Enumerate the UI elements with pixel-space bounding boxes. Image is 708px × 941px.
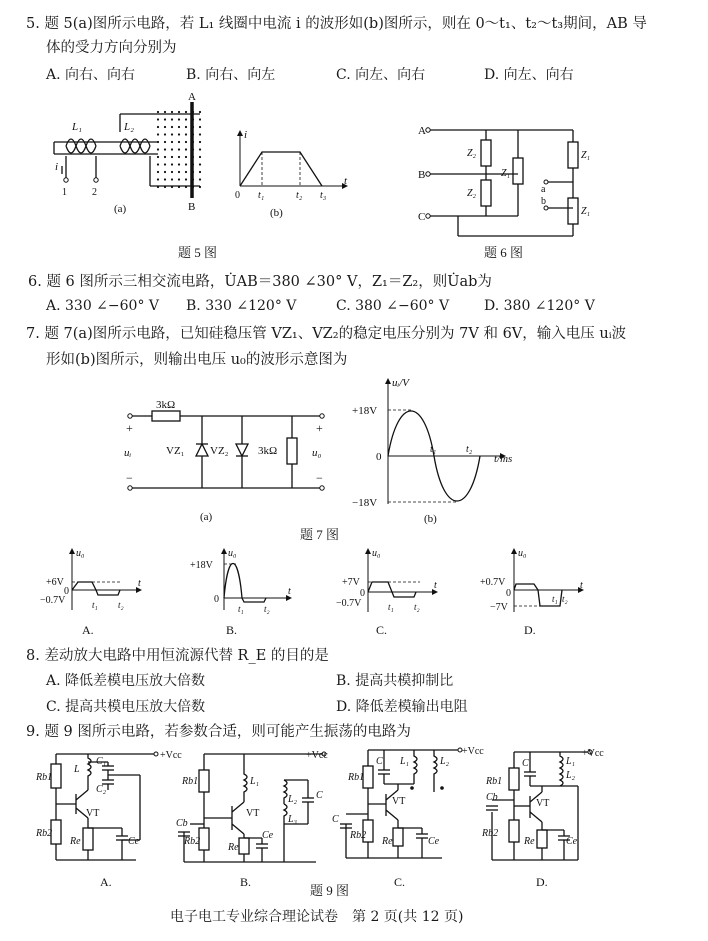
q5-figure-a <box>40 91 230 224</box>
field-dot <box>199 141 201 143</box>
q9c-c: C <box>376 756 383 767</box>
field-dot <box>171 186 173 188</box>
field-dot <box>171 133 173 135</box>
q7a-plus-in: + <box>126 421 133 435</box>
q7b-caption: (b) <box>424 513 437 525</box>
q7-choice-d-zero: 0 <box>506 588 511 599</box>
q9b-re: Re <box>228 842 239 853</box>
q7a-load-label: 3kΩ <box>258 445 278 457</box>
field-dot <box>185 148 187 150</box>
field-dot <box>178 133 180 135</box>
q5-option-a: A. 向右、向右 <box>46 67 136 83</box>
q7-figure-b <box>350 376 520 526</box>
q7-choice-a-zero: 0 <box>64 586 69 597</box>
q6-label-z1-top: Z₁ <box>581 150 591 161</box>
field-dot <box>157 156 159 158</box>
q9d-cb: Cb <box>486 792 498 803</box>
q7b-xlabel: t/ms <box>494 453 513 465</box>
field-dot <box>171 156 173 158</box>
q7a-minus-in: − <box>126 471 133 485</box>
q9d-re: Re <box>524 836 535 847</box>
field-dot <box>164 141 166 143</box>
q9b-c: C <box>316 790 323 801</box>
q7b-origin: 0 <box>376 451 382 463</box>
q5b-t2: t₂ <box>296 190 303 201</box>
q7-choice-c-bottom: −0.7V <box>336 598 362 609</box>
field-dot <box>178 118 180 120</box>
q7-choice-a-label: A. <box>82 623 94 637</box>
field-dot <box>164 148 166 150</box>
q6-label-z2-top: Z₂ <box>467 148 477 159</box>
q9-circuit-d <box>478 740 606 890</box>
q9b-ce: Ce <box>262 830 274 841</box>
q7d-choice-ylabel: u₀ <box>518 548 527 559</box>
field-dot <box>157 141 159 143</box>
q6-label-b: b <box>541 196 546 207</box>
q6-option-a: A. 330 ∠−60° V <box>46 298 160 314</box>
q9c-vcc: +Vcc <box>462 746 484 757</box>
q7-choice-d-label: D. <box>524 623 536 637</box>
field-dot <box>185 163 187 165</box>
q7-choice-c-label: C. <box>376 623 388 637</box>
q5b-caption: (b) <box>270 207 283 219</box>
q7-choice-a-t1: t₁ <box>92 600 98 610</box>
q9-circuit-a <box>36 740 186 890</box>
q9d-l1: L₁ <box>566 756 576 767</box>
field-dot <box>185 186 187 188</box>
field-dot <box>171 171 173 173</box>
q6-option-b: B. 330 ∠120° V <box>186 298 297 314</box>
q9d-label: D. <box>536 875 548 889</box>
field-dot <box>185 126 187 128</box>
field-dot <box>164 111 166 113</box>
q9a-label: A. <box>100 875 112 889</box>
field-dot <box>157 133 159 135</box>
page-footer: 电子电工专业综合理论试卷 第 2 页(共 12 页) <box>170 909 464 925</box>
field-dot <box>171 178 173 180</box>
q9a-ce: Ce <box>128 836 140 847</box>
q5-figure-caption: 题 5 图 <box>178 245 218 260</box>
field-dot <box>199 133 201 135</box>
q7-choice-a-t: t <box>138 578 141 589</box>
q7-choice-c-t1: t₁ <box>388 602 394 612</box>
field-dot <box>178 178 180 180</box>
q9b-rb1: Rb1 <box>182 776 199 787</box>
q9b-label: B. <box>240 875 252 889</box>
q7a-minus-out: − <box>316 471 323 485</box>
q5a-label-L1: L₁ <box>72 121 82 133</box>
q7b-choice-ylabel: u₀ <box>228 548 237 559</box>
q6-label-a: a <box>541 184 546 195</box>
q7a-resistor-label: 3kΩ <box>156 399 176 411</box>
field-dot <box>171 148 173 150</box>
q7-choice-b-t1: t₁ <box>238 604 244 614</box>
q7-figure-caption: 题 7 图 <box>300 527 340 542</box>
q9c-re: Re <box>382 836 393 847</box>
q9c-vt: VT <box>392 796 406 807</box>
q9d-vcc: +Vcc <box>582 748 604 759</box>
q7-stem-line2: 形如(b)图所示，则输出电压 u₀的波形示意图为 <box>46 352 348 368</box>
q9b-l1: L₁ <box>250 776 260 787</box>
q5a-label-i: i <box>55 161 59 173</box>
field-dot <box>157 171 159 173</box>
q5-option-b: B. 向右、向左 <box>186 67 276 83</box>
q5-option-c: C. 向左、向右 <box>336 67 426 83</box>
q9c-ce: Ce <box>428 836 440 847</box>
q7-choice-d <box>476 546 588 638</box>
q7-choice-c-t2: t₂ <box>414 602 420 612</box>
q9a-rb2: Rb2 <box>36 828 53 839</box>
field-dot <box>171 111 173 113</box>
field-dot <box>199 126 201 128</box>
q7-choice-d-t2: t₂ <box>562 594 568 604</box>
q7-choice-a-bottom: −0.7V <box>40 595 66 606</box>
field-dot <box>157 126 159 128</box>
q6-label-C: C <box>418 211 426 223</box>
q6-label-z1-mid: Z₁ <box>501 168 511 179</box>
q8-stem: 8. 差动放大电路中用恒流源代替 R_E 的目的是 <box>26 648 329 664</box>
field-dot <box>185 171 187 173</box>
field-dot <box>185 141 187 143</box>
field-dot <box>199 111 201 113</box>
field-dot <box>164 118 166 120</box>
q7a-vz2-label: VZ₂ <box>210 445 229 457</box>
q9b-vcc: +Vcc <box>306 750 328 761</box>
q7a-uo-label: u₀ <box>312 447 322 459</box>
q7a-plus-out: + <box>316 421 323 435</box>
q5a-label-A: A <box>188 91 196 103</box>
q9b-vt: VT <box>246 808 260 819</box>
q6-label-z2-bottom: Z₂ <box>467 188 477 199</box>
q9a-c2: C₂ <box>96 784 107 795</box>
q7c-choice-ylabel: u₀ <box>372 548 381 559</box>
q6-label-B: B <box>418 169 426 181</box>
field-dot <box>171 126 173 128</box>
q7a-vz1-label: VZ₁ <box>166 445 185 457</box>
q7-choice-b <box>186 546 296 638</box>
field-dot <box>157 178 159 180</box>
q7-choice-c <box>330 546 440 638</box>
q5a-caption: (a) <box>114 203 127 215</box>
q7-choice-d-bottom: −7V <box>490 602 508 613</box>
q9a-rb1: Rb1 <box>36 772 53 783</box>
q9-figure-caption: 题 9 图 <box>310 883 350 898</box>
q6-figure <box>418 118 598 248</box>
q7-choice-b-label: B. <box>226 623 238 637</box>
q9-circuit-c <box>332 740 484 890</box>
field-dot <box>185 133 187 135</box>
field-dot <box>185 118 187 120</box>
q9d-l2: L₂ <box>566 770 576 781</box>
q7-choice-d-t: t <box>580 580 583 591</box>
q7-figure-a <box>120 400 330 522</box>
q9c-label: C. <box>394 875 406 889</box>
q9c-l1: L₁ <box>400 756 410 767</box>
field-dot <box>178 163 180 165</box>
field-dot <box>171 141 173 143</box>
q8-option-c: C. 提高共模电压放大倍数 <box>46 699 206 715</box>
q9a-re: Re <box>70 836 81 847</box>
q9b-cb: Cb <box>176 818 188 829</box>
q9b-l3: L₃ <box>288 814 298 825</box>
field-dot <box>157 163 159 165</box>
field-dot <box>171 163 173 165</box>
field-dot <box>199 148 201 150</box>
q7-choice-b-t: t <box>288 586 291 597</box>
q9a-l: L <box>74 764 80 775</box>
q8-option-b: B. 提高共模抑制比 <box>336 673 454 689</box>
field-dot <box>164 171 166 173</box>
q9c-l2: L₂ <box>440 756 450 767</box>
q7-choice-c-t: t <box>434 580 437 591</box>
q9c-cb: C <box>332 814 339 825</box>
q7b-ymin-label: −18V <box>352 497 378 509</box>
q9d-c: C <box>522 758 529 769</box>
q9d-vt: VT <box>536 798 550 809</box>
field-dot <box>178 111 180 113</box>
field-dot <box>171 118 173 120</box>
q7-stem-line1: 7. 题 7(a)图所示电路，已知硅稳压管 VZ₁、VZ₂的稳定电压分别为 7V 和 6V，输入电压 uᵢ波 <box>26 326 627 342</box>
field-dot <box>178 141 180 143</box>
q9b-rb2: Rb2 <box>184 836 201 847</box>
q6-figure-caption: 题 6 图 <box>484 245 524 260</box>
field-dot <box>199 156 201 158</box>
field-dot <box>178 171 180 173</box>
q7-choice-c-top: +7V <box>342 577 360 588</box>
q9-circuit-b <box>176 740 332 890</box>
field-dot <box>178 126 180 128</box>
q7-choice-a <box>34 546 144 638</box>
q5a-label-B: B <box>188 201 196 213</box>
q8-option-a: A. 降低差模电压放大倍数 <box>46 673 206 689</box>
q7-choice-c-zero: 0 <box>360 588 365 599</box>
q9c-rb1: Rb1 <box>348 772 365 783</box>
field-dot <box>164 178 166 180</box>
q6-option-c: C. 380 ∠−60° V <box>336 298 450 314</box>
q7a-choice-ylabel: u₀ <box>76 548 85 559</box>
q5-stem-line2: 体的受力方向分别为 <box>46 40 177 56</box>
field-dot <box>164 186 166 188</box>
q6-label-A: A <box>418 125 426 137</box>
field-dot <box>185 156 187 158</box>
field-dot <box>185 178 187 180</box>
q7-choice-b-top: +18V <box>190 560 213 571</box>
q7-choice-d-t1: t₁ <box>552 594 558 604</box>
q5b-ylabel: i <box>244 129 248 141</box>
q5a-terminal-2: 2 <box>92 187 97 198</box>
q9c-rb2: Rb2 <box>350 830 367 841</box>
field-dot <box>164 156 166 158</box>
q6-label-z1-bottom: Z₁ <box>581 206 591 217</box>
field-dot <box>157 186 159 188</box>
q9b-l2: L₂ <box>288 794 298 805</box>
q5b-origin: 0 <box>235 190 240 201</box>
q7b-t2: t₂ <box>466 444 473 455</box>
q7-choice-a-t2: t₂ <box>118 600 124 610</box>
q7a-ui-label: uᵢ <box>124 447 132 459</box>
field-dot <box>157 118 159 120</box>
q7b-ymax-label: +18V <box>352 405 378 417</box>
q9a-c1: C₁ <box>96 756 107 767</box>
field-dot <box>199 163 201 165</box>
q7-choice-b-t2: t₂ <box>264 604 270 614</box>
q5b-t1: t₁ <box>258 190 265 201</box>
field-dot <box>157 111 159 113</box>
q9d-rb1: Rb1 <box>486 776 503 787</box>
q9a-vcc: +Vcc <box>160 750 182 761</box>
q5a-label-L2: L₂ <box>124 121 134 133</box>
q9d-ce: Ce <box>566 836 578 847</box>
field-dot <box>164 163 166 165</box>
q5-option-d: D. 向左、向右 <box>484 67 574 83</box>
field-dot <box>185 111 187 113</box>
field-dot <box>178 156 180 158</box>
field-dot <box>164 133 166 135</box>
field-dot <box>199 118 201 120</box>
q5-figure-b <box>232 128 350 224</box>
q7b-ylabel: uᵢ/V <box>392 377 410 389</box>
field-dot <box>199 171 201 173</box>
field-dot <box>178 186 180 188</box>
field-dot <box>199 178 201 180</box>
q5a-terminal-1: 1 <box>62 187 67 198</box>
q7-choice-d-top: +0.7V <box>480 577 506 588</box>
q5-stem-line1: 5. 题 5(a)图所示电路，若 L₁ 线圈中电流 i 的波形如(b)图所示，则在 0～t₁、t₂～t₃期间，AB 导 <box>26 16 647 32</box>
q9-stem: 9. 题 9 图所示电路，若参数合适，则可能产生振荡的电路为 <box>26 724 411 740</box>
q5b-t3: t₃ <box>320 190 327 201</box>
q7b-t1: t₁ <box>430 444 437 455</box>
field-dot <box>164 126 166 128</box>
field-dot <box>199 186 201 188</box>
q9d-rb2: Rb2 <box>482 828 499 839</box>
field-dot <box>157 148 159 150</box>
q7a-caption: (a) <box>200 511 213 523</box>
q8-option-d: D. 降低差模输出电阻 <box>336 699 468 715</box>
q6-stem: 6. 题 6 图所示三相交流电路，U̇AB＝380 ∠30° V，Z₁＝Z₂，则U̇ab为 <box>28 274 492 290</box>
q5b-xlabel: t <box>344 175 348 187</box>
q7-choice-b-zero: 0 <box>214 594 219 605</box>
q6-option-d: D. 380 ∠120° V <box>484 298 595 314</box>
field-dot <box>178 148 180 150</box>
q9a-vt: VT <box>86 808 100 819</box>
q7-choice-a-top: +6V <box>46 577 64 588</box>
